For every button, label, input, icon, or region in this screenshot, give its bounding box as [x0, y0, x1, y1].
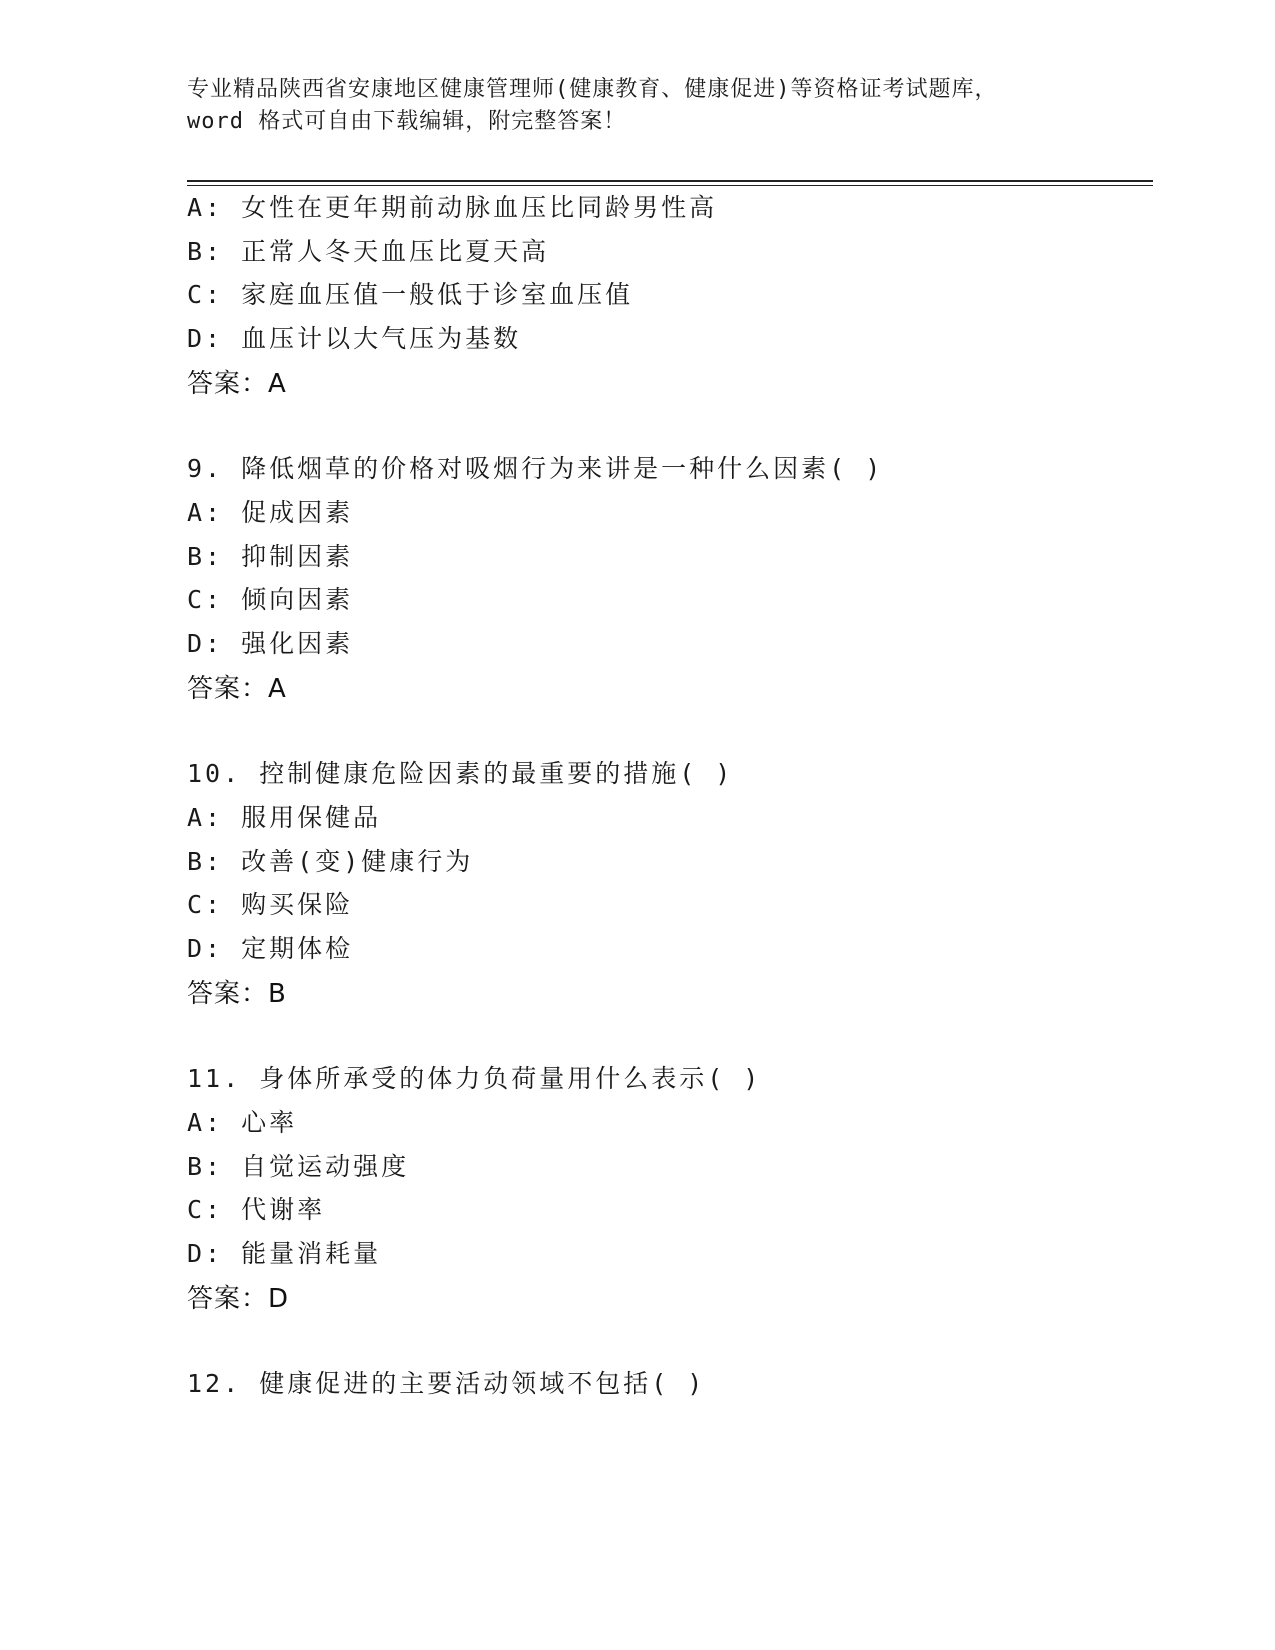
q9-option-d: D: 强化因素	[187, 629, 354, 658]
q10-question: 10. 控制健康危险因素的最重要的措施( )	[187, 759, 734, 788]
q9-answer: 答案：A	[187, 674, 287, 704]
q8-option-a: A: 女性在更年期前动脉血压比同龄男性高	[187, 193, 718, 222]
q11-option-d: D: 能量消耗量	[187, 1239, 382, 1268]
q8-option-d: D: 血压计以大气压为基数	[187, 324, 522, 353]
header-line-2: word 格式可自由下载编辑，附完整答案！	[187, 109, 627, 134]
q10-answer: 答案：B	[187, 979, 287, 1009]
q11-option-a: A: 心率	[187, 1108, 298, 1137]
q9-question: 9. 降低烟草的价格对吸烟行为来讲是一种什么因素( )	[187, 454, 884, 483]
q9-option-a: A: 促成因素	[187, 498, 354, 527]
header-line-1: 专业精品陕西省安康地区健康管理师(健康教育、健康促进)等资格证考试题库，	[187, 77, 998, 102]
q10-option-c: C: 购买保险	[187, 890, 354, 919]
q9-option-c: C: 倾向因素	[187, 585, 354, 614]
q8-answer: 答案：A	[187, 369, 287, 399]
q11-question: 11. 身体所承受的体力负荷量用什么表示( )	[187, 1064, 762, 1093]
q11-option-c: C: 代谢率	[187, 1195, 326, 1224]
q11-option-b: B: 自觉运动强度	[187, 1152, 410, 1181]
q10-option-a: A: 服用保健品	[187, 803, 382, 832]
q11-answer: 答案：D	[187, 1284, 290, 1314]
header-divider-thick	[187, 180, 1153, 182]
q10-option-b: B: 改善(变)健康行为	[187, 847, 474, 876]
header-divider-thin	[187, 185, 1153, 186]
q10-option-d: D: 定期体检	[187, 934, 354, 963]
q9-option-b: B: 抑制因素	[187, 542, 354, 571]
q12-question: 12. 健康促进的主要活动领域不包括( )	[187, 1369, 706, 1398]
document-header	[187, 74, 1087, 138]
q8-option-b: B: 正常人冬天血压比夏天高	[187, 237, 550, 266]
q8-option-c: C: 家庭血压值一般低于诊室血压值	[187, 280, 634, 309]
